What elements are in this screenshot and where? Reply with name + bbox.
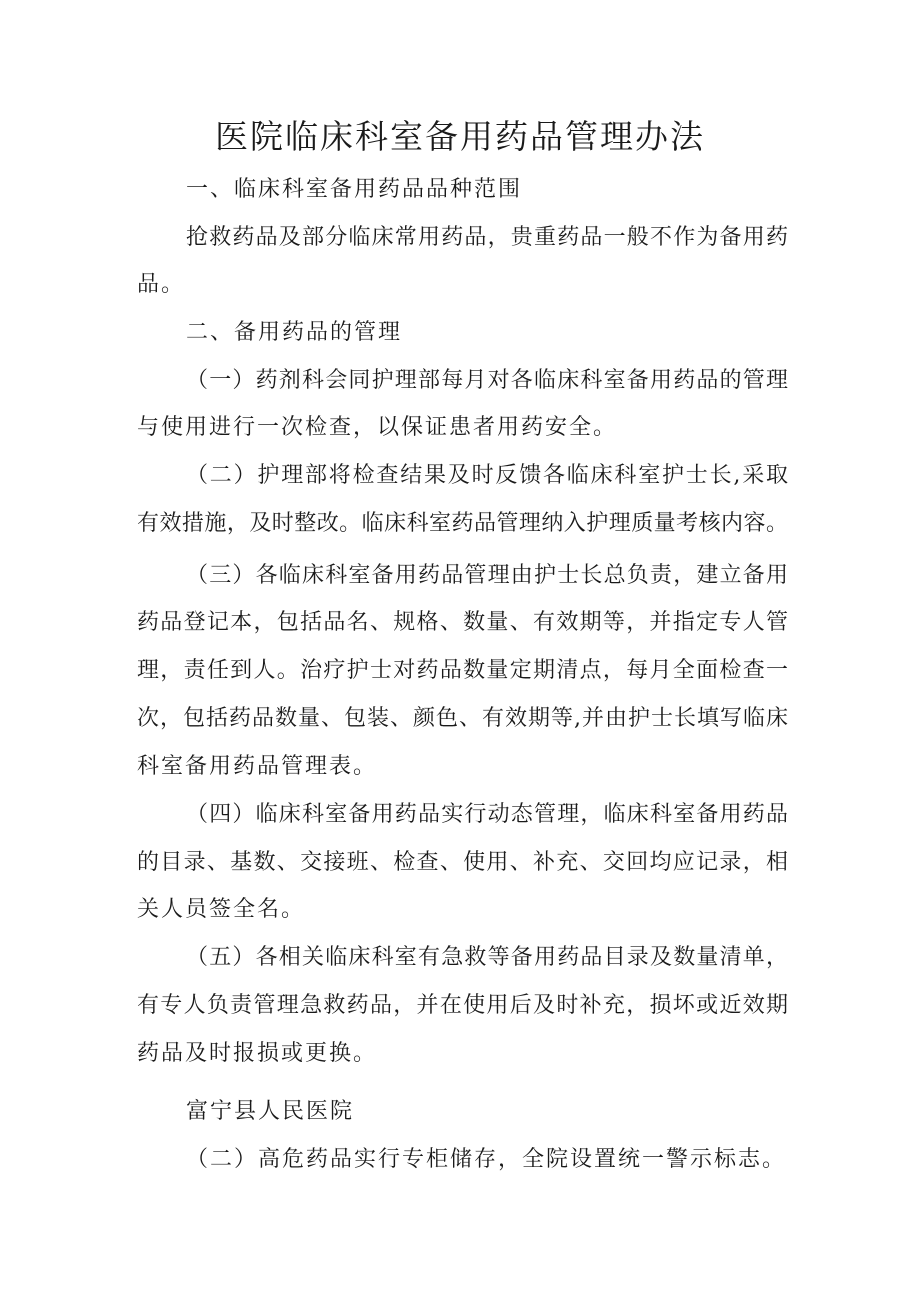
paragraph-line: 有效措施，及时整改。临床科室药品管理纳入护理质量考核内容。: [137, 511, 788, 536]
paragraph-line: （一）药剂科会同护理部每月对各临床科室备用药品的管理: [186, 368, 788, 393]
document-title: 医院临床科室备用药品管理办法: [215, 117, 705, 156]
section-heading-1: 一、临床科室备用药品品种范围: [186, 177, 523, 202]
paragraph-line: 有专人负责管理急救药品，并在使用后及时补充，损坏或近效期: [137, 993, 788, 1018]
hospital-name: 富宁县人民医院: [186, 1099, 355, 1124]
paragraph-line: （五）各相关临床科室有急救等备用药品目录及数量清单，: [186, 945, 788, 970]
paragraph-line: （四）临床科室备用药品实行动态管理，临床科室备用药品: [186, 802, 788, 827]
paragraph-line: 的目录、基数、交接班、检查、使用、补充、交回均应记录，相: [137, 850, 788, 875]
paragraph-line: 理，责任到人。治疗护士对药品数量定期清点，每月全面检查一: [137, 658, 788, 683]
paragraph-line: 抢救药品及部分临床常用药品，贵重药品一般不作为备用药: [186, 225, 788, 250]
paragraph-line: 与使用进行一次检查，以保证患者用药安全。: [137, 415, 618, 440]
paragraph-line: （三）各临床科室备用药品管理由护士长总负责，建立备用: [186, 563, 788, 588]
section-heading-2: 二、备用药品的管理: [186, 320, 403, 345]
paragraph-line: 科室备用药品管理表。: [137, 754, 378, 779]
paragraph-line: 品。: [137, 272, 186, 297]
paragraph-line: （二）护理部将检查结果及时反馈各临床科室护士长,采取: [186, 463, 788, 488]
paragraph-line: 关人员签全名。: [137, 897, 306, 922]
paragraph-line: 药品及时报损或更换。: [137, 1041, 378, 1066]
paragraph-line: （二）高危药品实行专柜储存，全院设置统一警示标志。: [186, 1147, 787, 1172]
paragraph-line: 次，包括药品数量、包装、颜色、有效期等,并由护士长填写临床: [137, 706, 788, 731]
paragraph-line: 药品登记本，包括品名、规格、数量、有效期等，并指定专人管: [137, 610, 788, 635]
